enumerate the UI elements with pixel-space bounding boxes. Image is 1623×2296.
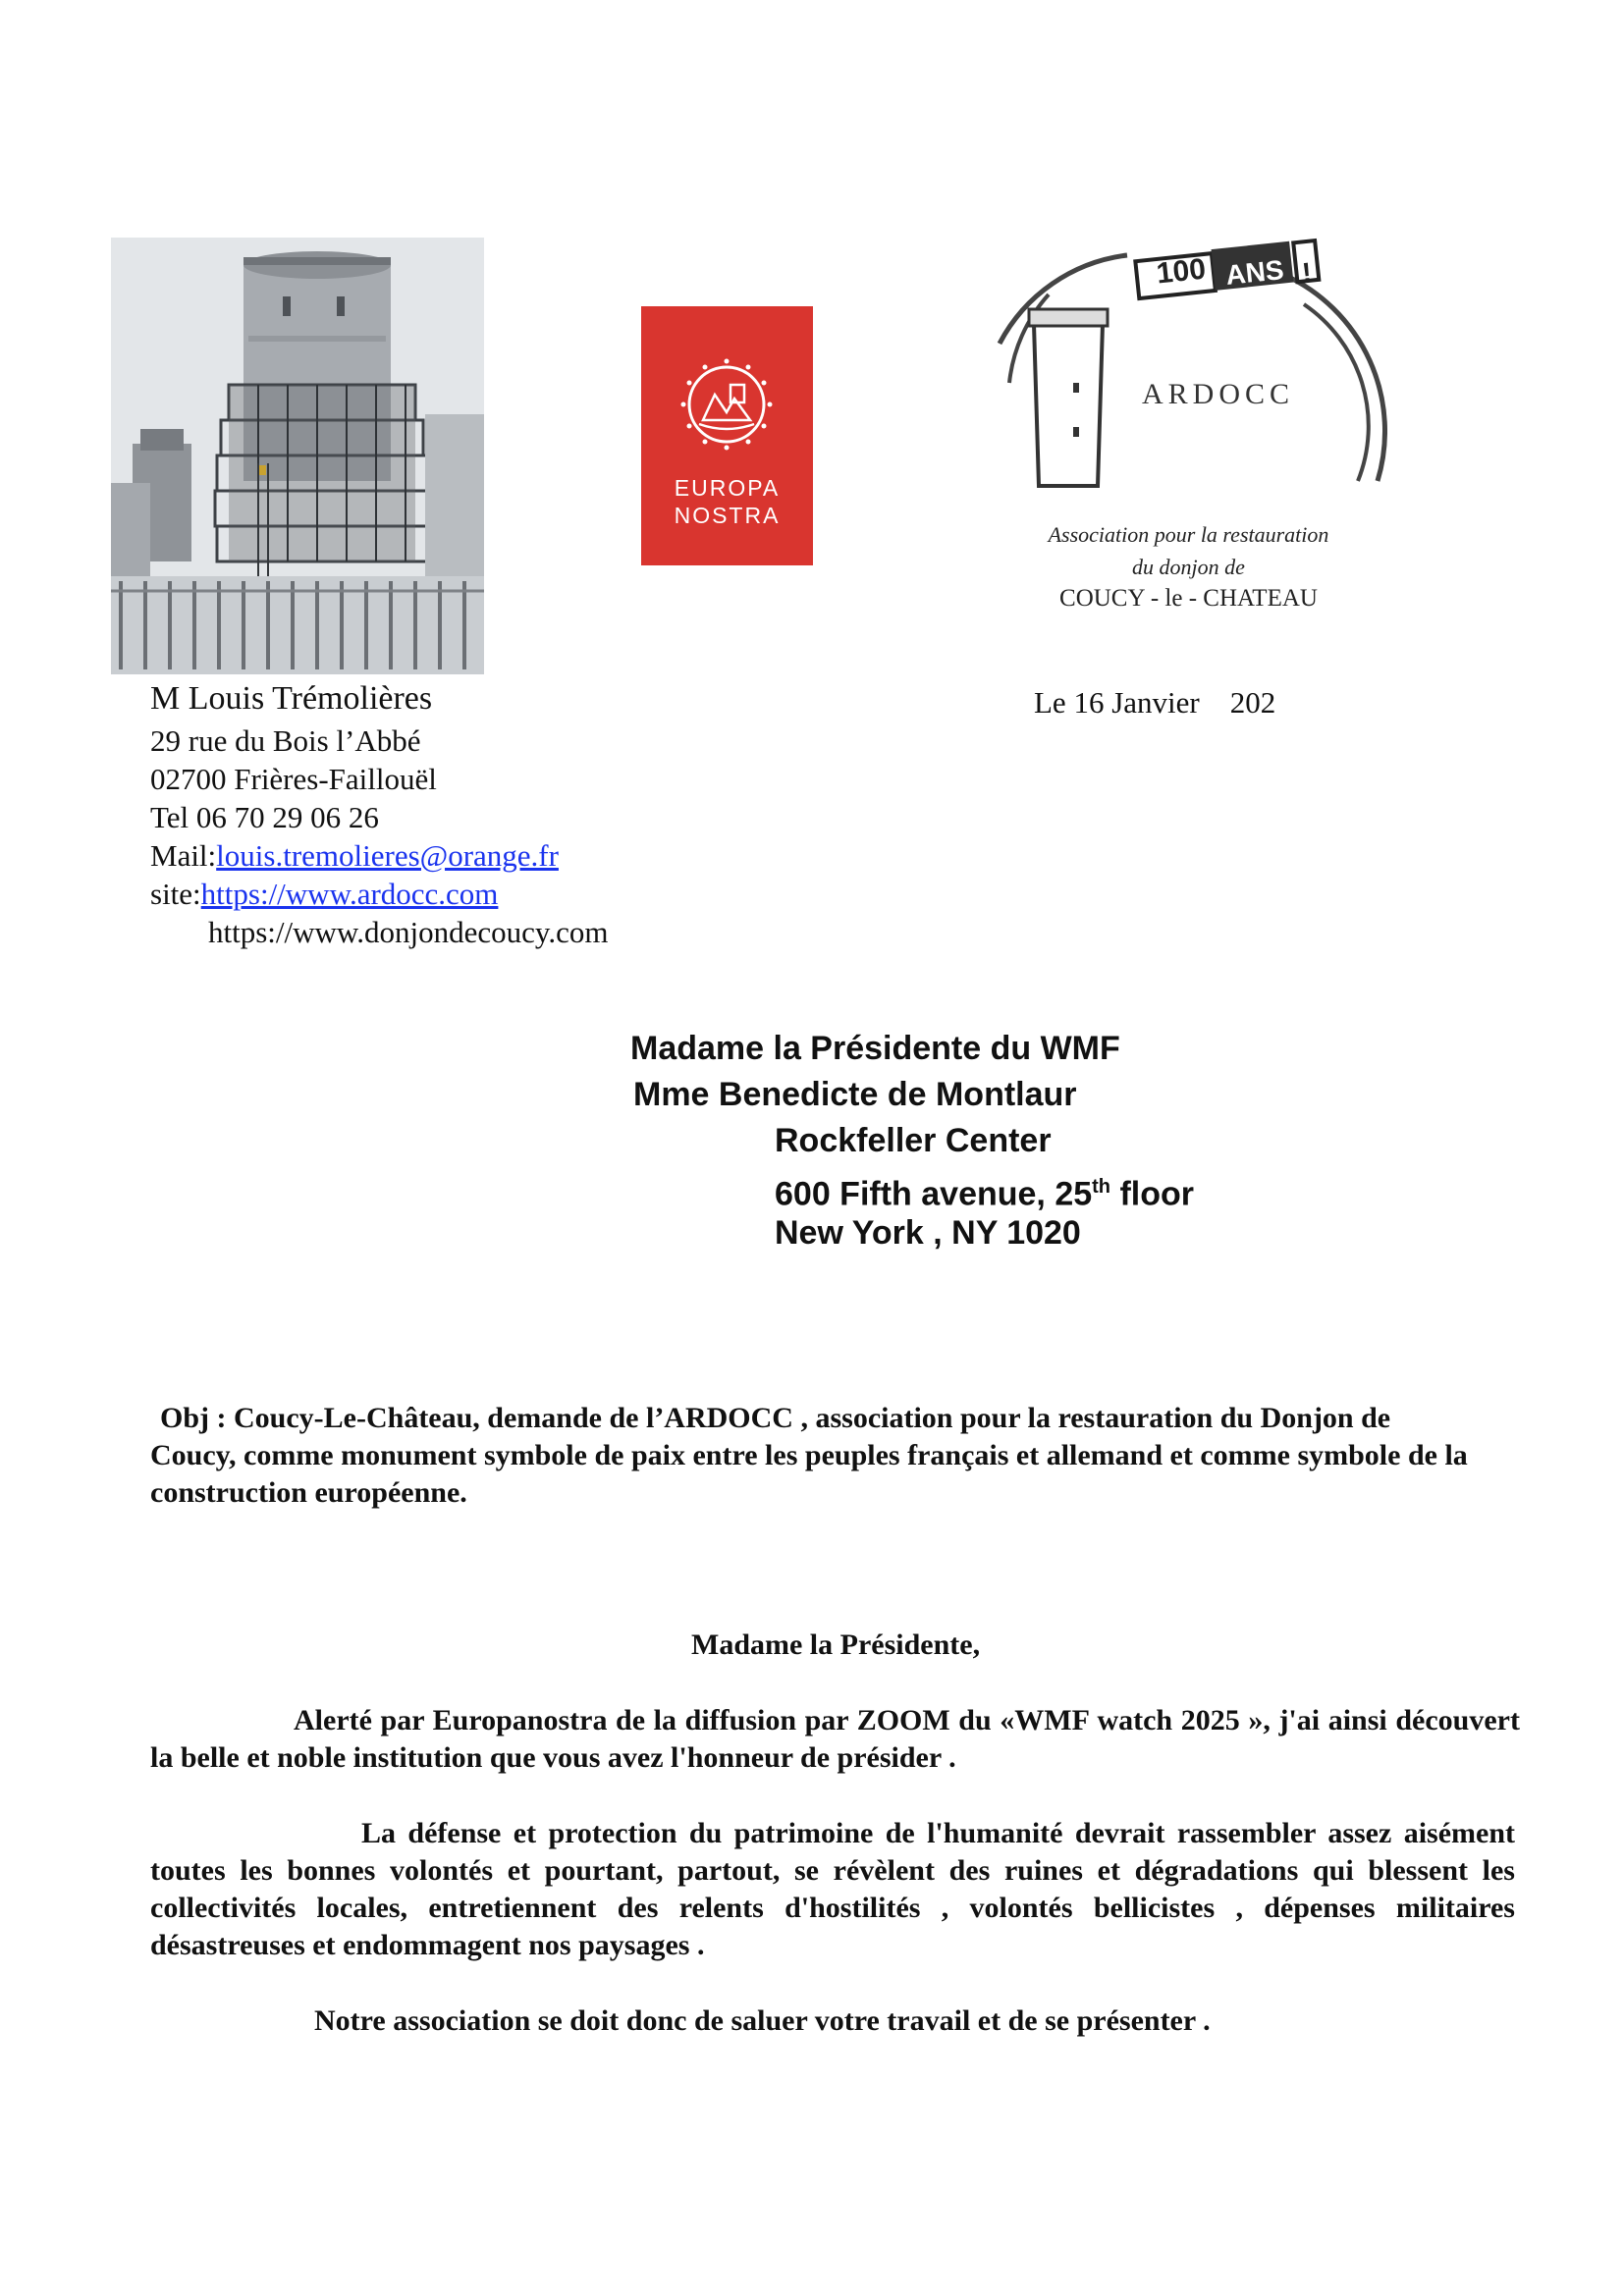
sender-street: 29 rue du Bois l’Abbé: [150, 723, 421, 758]
tower-photo: [111, 238, 484, 674]
sender-site-line: [150, 875, 498, 913]
recipient-line3: Rockfeller Center: [775, 1122, 1052, 1159]
recipient-line1: Madame la Présidente du WMF: [630, 1030, 1120, 1067]
recipient-line2: Mme Benedicte de Montlaur: [633, 1076, 1077, 1113]
recipient-line5: New York , NY 1020: [775, 1214, 1081, 1252]
sender-mail-label: Mail:: [150, 838, 217, 873]
sender-mail-line: [150, 836, 559, 875]
sender-mail-link[interactable]: louis.tremolieres@orange.fr: [216, 838, 559, 873]
ardocc-name: ARDOCC: [1142, 378, 1295, 410]
sender-site-link-1[interactable]: https://www.ardocc.com: [200, 877, 499, 911]
sender-city: 02700 Frières-Faillouël: [150, 762, 437, 796]
recipient-line4-sup: th: [1092, 1176, 1111, 1198]
europa-nostra-emblem-icon: [677, 355, 776, 454]
salutation: Madame la Présidente,: [691, 1629, 981, 1661]
ardocc-badge-exclaim: !: [1300, 256, 1314, 289]
ardocc-tagline3: COUCY - le - CHATEAU: [1059, 585, 1318, 612]
ardocc-tagline2: du donjon de: [1132, 555, 1245, 579]
sender-name: M Louis Trémolières: [150, 680, 433, 717]
ardocc-tagline1: Association pour la restauration: [1048, 522, 1329, 547]
europa-nostra-line2: NOSTRA: [674, 503, 781, 528]
tower-photo-image: [111, 238, 484, 674]
letter-date: Le 16 Janvier 202: [1034, 685, 1276, 720]
recipient-line4-main: 600 Fifth avenue, 25: [775, 1175, 1093, 1213]
europa-nostra-logo: [641, 306, 813, 565]
europa-nostra-line1: EUROPA: [674, 475, 781, 501]
letter-object: Obj : Coucy-Le-Château, demande de l’ARDOCC , association pour la restauration du Donjon de Coucy, comme monument symbole de paix entre les peuples français et allemand et comme symbole de la construction européenne.: [150, 1402, 1468, 1509]
ardocc-badge-100: 100: [1155, 252, 1208, 291]
recipient-line4-end: floor: [1110, 1175, 1195, 1213]
paragraph-2: La défense et protection du patrimoine de l'humanité devrait rassembler assez aisément toutes les bonnes volontés et pourtant, partout, se révèlent des ruines et dégradations qui blessent les collectivités locales, entretiennent des relents d'hostilités , volontés bellicistes , dépenses militaires désastreuses et endommagent nos paysages .: [150, 1817, 1515, 1961]
sender-tel: Tel 06 70 29 06 26: [150, 800, 379, 834]
recipient-line4: [775, 1167, 1194, 1213]
ardocc-logo: [990, 236, 1387, 633]
paragraph-1: Alerté par Europanostra de la diffusion par ZOOM du «WMF watch 2025 », j'ai ainsi découvert la belle et noble institution que vous avez l'honneur de présider .: [150, 1704, 1520, 1774]
ardocc-badge-ans: ANS: [1223, 253, 1285, 292]
sender-site-label: site:: [150, 877, 201, 911]
paragraph-3: Notre association se doit donc de saluer votre travail et de se présenter .: [314, 2004, 1211, 2037]
sender-site-link-2: https://www.donjondecoucy.com: [208, 915, 609, 949]
